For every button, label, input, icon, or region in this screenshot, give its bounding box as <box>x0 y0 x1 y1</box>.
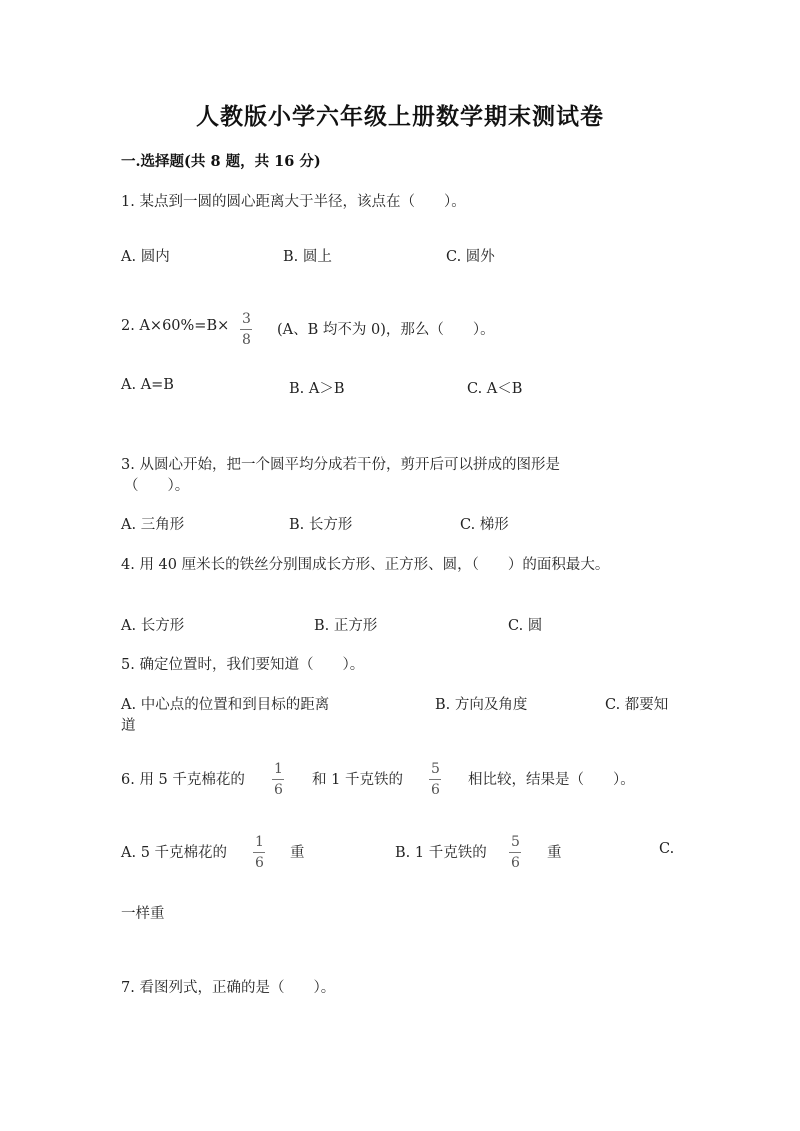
q2-option-a: A. A=B <box>121 377 174 393</box>
fraction-denominator: 6 <box>274 782 283 798</box>
q3-option-c: C. 梯形 <box>460 517 509 533</box>
fraction-1-6 <box>272 762 285 797</box>
q5-option-a: A. 中心点的位置和到目标的距离 <box>121 697 330 713</box>
q6-option-c-continued: 一样重 <box>121 906 165 922</box>
fraction-denominator: 6 <box>431 782 440 798</box>
q1-option-c: C. 圆外 <box>446 249 495 265</box>
question-2-prefix: 2. A×60%=B× <box>121 318 230 334</box>
fraction-3-8 <box>240 312 253 347</box>
fraction-denominator: 6 <box>511 855 520 871</box>
fraction-numerator: 5 <box>431 761 440 777</box>
question-5: 5. 确定位置时，我们要知道（ ）。 <box>121 657 365 673</box>
fraction-5-6 <box>429 762 442 797</box>
q6-option-b-suffix: 重 <box>547 845 562 861</box>
fraction-5-6 <box>509 835 522 870</box>
q5-option-b: B. 方向及角度 <box>435 697 528 713</box>
question-3-line-2: （ ）。 <box>124 478 190 494</box>
question-6-middle: 和 1 千克铁的 <box>312 772 403 788</box>
question-7: 7. 看图列式，正确的是（ ）。 <box>121 980 336 996</box>
question-3-line-1: 3. 从圆心开始，把一个圆平均分成若干份，剪开后可以拼成的图形是 <box>121 457 560 473</box>
fraction-denominator: 8 <box>242 332 251 348</box>
q6-option-a-suffix: 重 <box>290 845 305 861</box>
fraction-numerator: 5 <box>511 834 520 850</box>
fraction-1-6 <box>253 835 266 870</box>
question-6-suffix: 相比较，结果是（ ）。 <box>468 772 635 788</box>
q6-option-a-prefix: A. 5 千克棉花的 <box>121 845 228 861</box>
q2-option-b: B. A＞B <box>289 381 345 397</box>
q4-option-a: A. 长方形 <box>121 618 185 634</box>
question-4: 4. 用 40 厘米长的铁丝分别围成长方形、正方形、圆，（ ）的面积最大。 <box>121 557 610 573</box>
q3-option-a: A. 三角形 <box>121 517 185 533</box>
question-2-suffix: (A、B 均不为 0)，那么（ ）。 <box>277 322 495 338</box>
question-6-prefix: 6. 用 5 千克棉花的 <box>121 772 245 788</box>
question-1: 1. 某点到一圆的圆心距离大于半径，该点在（ ）。 <box>121 194 466 210</box>
q3-option-b: B. 长方形 <box>289 517 353 533</box>
q1-option-b: B. 圆上 <box>283 249 332 265</box>
section-heading: 一.选择题(共 8 题，共 16 分) <box>121 153 321 170</box>
fraction-numerator: 1 <box>274 761 283 777</box>
q2-option-c: C. A＜B <box>467 381 523 397</box>
q6-option-b-prefix: B. 1 千克铁的 <box>395 845 487 861</box>
q4-option-b: B. 正方形 <box>314 618 378 634</box>
q1-option-a: A. 圆内 <box>121 249 170 265</box>
fraction-numerator: 3 <box>242 311 251 327</box>
page-title: 人教版小学六年级上册数学期末测试卷 <box>196 103 604 130</box>
fraction-numerator: 1 <box>255 834 264 850</box>
q5-option-c-continued: 道 <box>121 718 136 734</box>
q5-option-c: C. 都要知 <box>605 697 669 713</box>
q6-option-c: C. <box>659 841 675 857</box>
q4-option-c: C. 圆 <box>508 618 543 634</box>
fraction-denominator: 6 <box>255 855 264 871</box>
